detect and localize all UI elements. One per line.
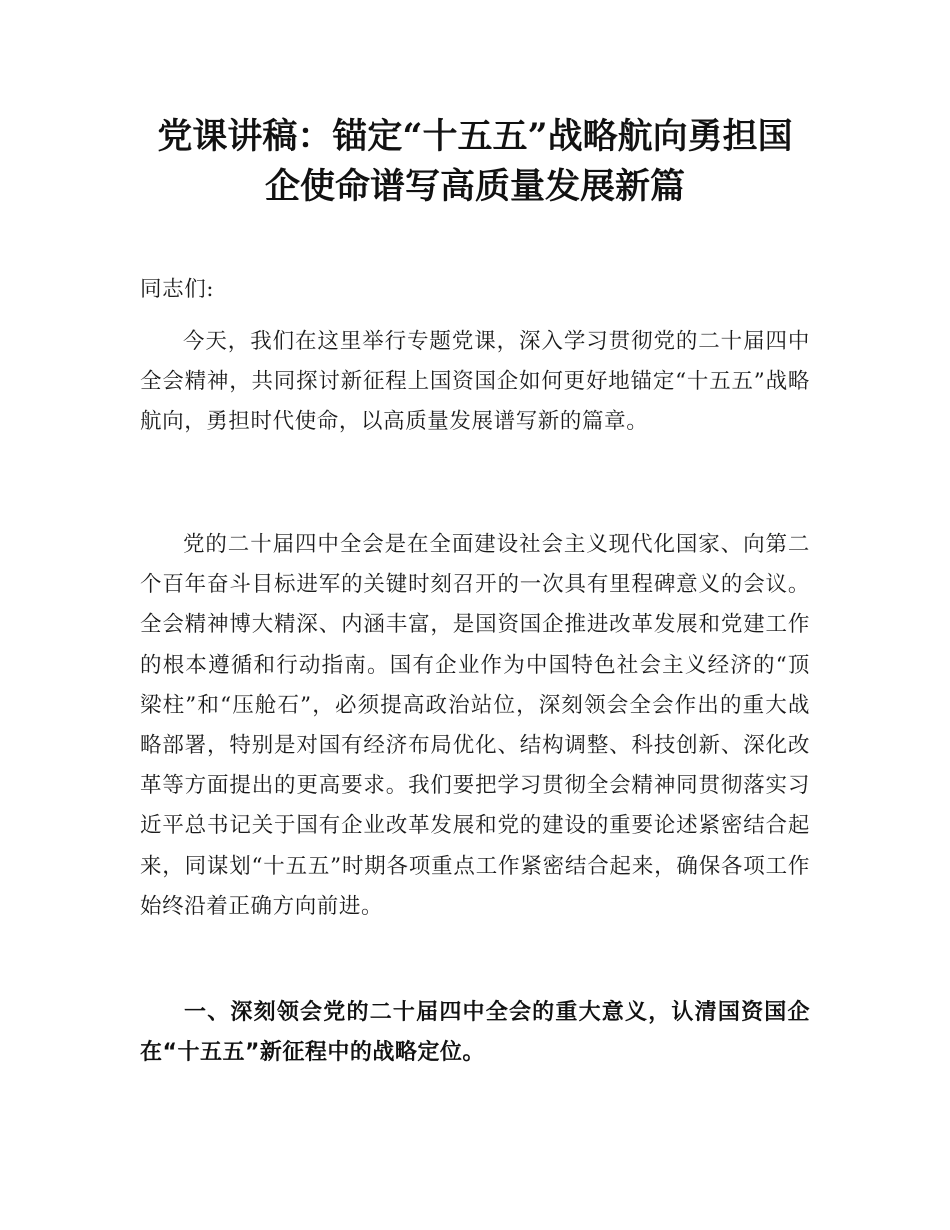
salutation: 同志们: (140, 277, 215, 302)
paragraph-plenary-significance: 党的二十届四中全会是在全面建设社会主义现代化国家、向第二个百年奋斗目标进军的关键时刻召开的一次具有里程碑意义的会议。全会精神博大精深、内涵丰富，是国资国企推进改革发展和党建工作的根本遵循和行动指南。国有企业作为中国特色社会主义经济的“顶梁柱”和“压舱石”，必须提高政治站位，深刻领会全会作出的重大战略部署，特别是对国有经济布局优化、结构调整、科技创新、深化改革等方面提出的更高要求。我们要把学习贯彻全会精神同贯彻落实习近平总书记关于国有企业改革发展和党的建设的重要论述紧密结合起来，同谋划“十五五”时期各项重点工作紧密结合起来，确保各项工作始终沿着正确方向前进。 (140, 532, 810, 919)
paragraph-intro: 今天，我们在这里举行专题党课，深入学习贯彻党的二十届四中全会精神，共同探讨新征程上国资国企如何更好地锚定“十五五”战略航向，勇担时代使命，以高质量发展谱写新的篇章。 (140, 329, 810, 435)
document-title (140, 112, 810, 212)
title-line-2: 企使命谱写高质量发展新篇 (264, 166, 685, 207)
title-line-1: 党课讲稿：锚定“十五五”战略航向勇担国 (157, 116, 793, 157)
section-heading-1: 一、深刻领会党的二十届四中全会的重大意义，认清国资国企在“十五五”新征程中的战略定位。 (140, 1000, 810, 1065)
